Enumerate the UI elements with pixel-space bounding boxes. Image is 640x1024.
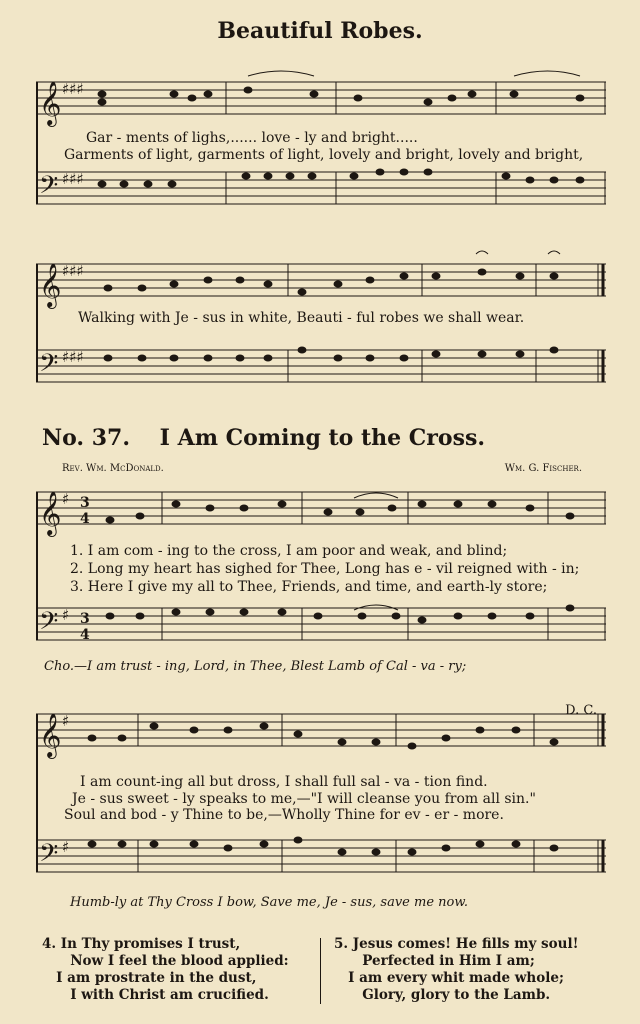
verse-1-lyric: 1. I am com - ing to the cross, I am poor and weak, and blind;: [70, 543, 508, 559]
chorus-lyric: Humb-ly at Thy Cross I bow, Save me, Je - sus, save me now.: [70, 895, 469, 910]
hymn-heading: [42, 425, 485, 451]
lyric-line-3: Walking with Je - sus in white, Beauti - ful robes we shall wear.: [78, 310, 525, 326]
da-capo-mark: D. C.: [565, 703, 597, 718]
chorus-lyric: Cho.—I am trust - ing, Lord, in Thee, Blest Lamb of Cal - va - ry;: [44, 659, 467, 674]
svg-text:4: 4: [80, 511, 90, 527]
svg-text:𝄢: 𝄢: [39, 171, 59, 206]
svg-text:♯♯♯: ♯♯♯: [62, 80, 84, 98]
svg-text:𝄞: 𝄞: [39, 713, 62, 757]
composer-credit: Wm. G. Fischer.: [504, 463, 582, 474]
verse-1-lyric: I am count-ing all but dross, I shall full sal - va - tion find.: [80, 774, 488, 790]
verse-2-lyric: 2. Long my heart has sighed for Thee, Long has e - vil reigned with - in;: [70, 561, 580, 577]
verse-3-lyric: Soul and bod - y Thine to be,—Wholly Thine for ev - er - more.: [64, 807, 504, 823]
svg-text:4: 4: [80, 627, 90, 643]
column-divider: [320, 938, 321, 1004]
svg-text:𝄢: 𝄢: [39, 607, 59, 642]
verse-3-lyric: 3. Here I give my all to Thee, Friends, and time, and earth-ly store;: [70, 579, 548, 595]
svg-text:♯♯♯: ♯♯♯: [62, 262, 84, 280]
svg-text:3: 3: [80, 611, 90, 627]
svg-text:♯: ♯: [62, 712, 70, 730]
verse-2-lyric: Je - sus sweet - ly speaks to me,—"I will cleanse you from all sin.": [72, 791, 536, 807]
lyric-line-1: Gar - ments of lighs,...... love - ly and bright.....: [86, 130, 418, 146]
svg-text:𝄞: 𝄞: [39, 491, 62, 535]
hymn-number: No. 37.: [42, 425, 130, 451]
svg-text:𝄢: 𝄢: [39, 839, 59, 874]
lyric-line-2: Garments of light, garments of light, lovely and bright, lovely and bright,: [64, 147, 584, 163]
svg-text:♯♯♯: ♯♯♯: [62, 348, 84, 366]
svg-text:♯: ♯: [62, 490, 70, 508]
hymn-title: I Am Coming to the Cross.: [159, 425, 485, 451]
stanza-5: 5. Jesus comes! He fills my soul! Perfected in Him I am; I am every whit made whole; Glory, glory to the Lamb.: [334, 936, 579, 1003]
svg-text:𝄞: 𝄞: [39, 263, 62, 307]
svg-text:♯: ♯: [62, 606, 70, 624]
stanza-4: 4. In Thy promises I trust, Now I feel the blood applied: I am prostrate in the dust, I with Christ am crucified.: [42, 936, 289, 1003]
hymn-title: Beautiful Robes.: [217, 18, 423, 44]
author-credit: Rev. Wm. McDonald.: [62, 463, 164, 474]
svg-text:𝄞: 𝄞: [39, 81, 62, 125]
svg-text:♯♯♯: ♯♯♯: [62, 170, 84, 188]
svg-text:♯: ♯: [62, 838, 70, 856]
svg-text:𝄢: 𝄢: [39, 349, 59, 384]
svg-text:3: 3: [80, 495, 90, 511]
